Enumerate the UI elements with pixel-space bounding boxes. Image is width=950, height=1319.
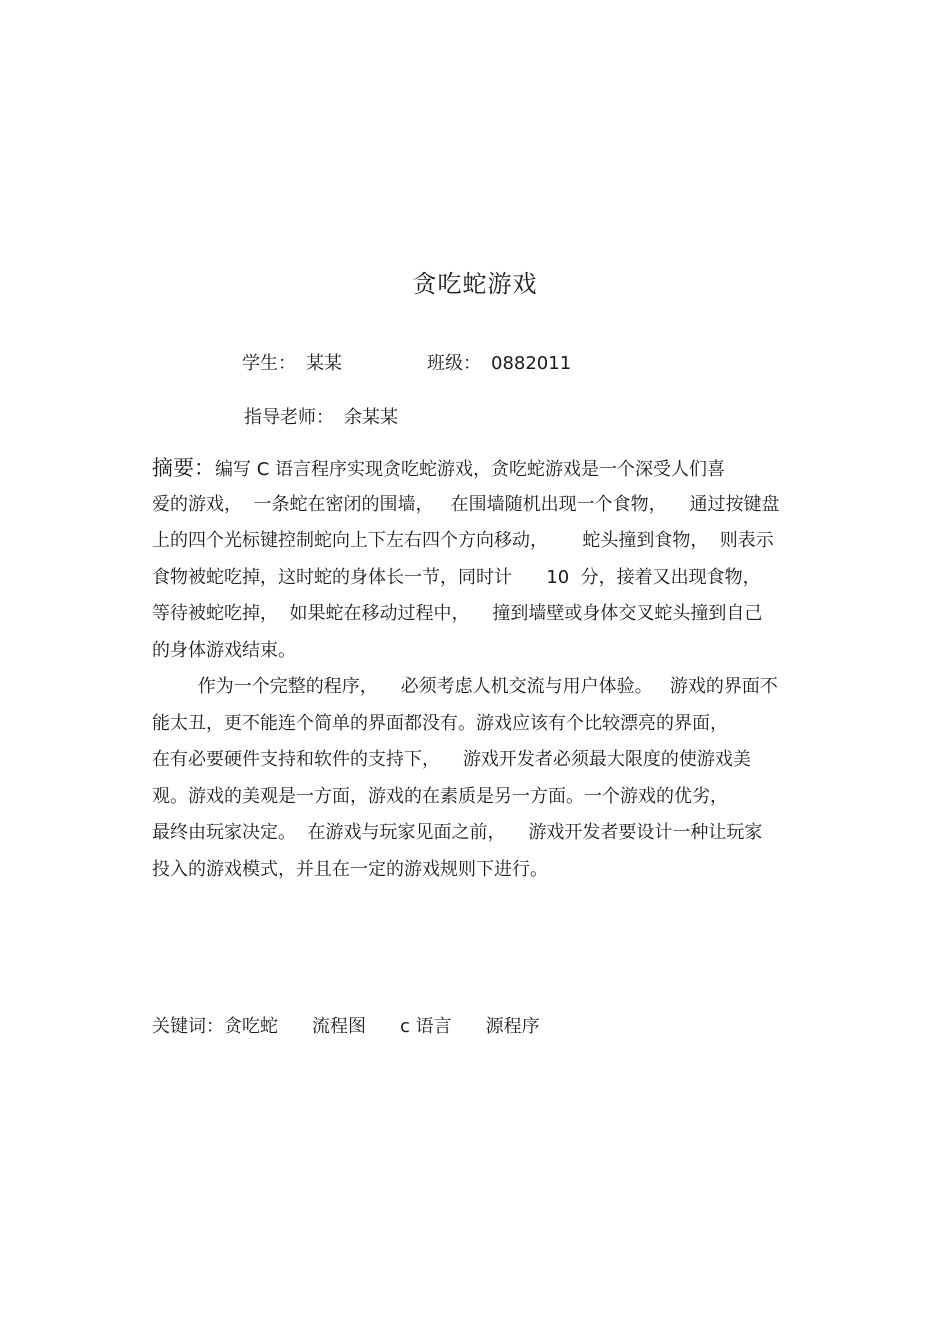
abstract-section [152, 450, 802, 888]
abstract-line: 作为一个完整的程序， 必须考虑人机交流与用户体验。 游戏的界面不 [152, 676, 778, 697]
keywords-label: 关键词： [152, 1016, 224, 1037]
advisor-label: 指导老师： [244, 407, 334, 428]
abstract-line: 上的四个光标键控制蛇向上下左右四个方向移动， 蛇头撞到食物， 则表示 [152, 530, 774, 551]
abstract-line: 的身体游戏结束。 [152, 639, 296, 661]
class-line [427, 351, 571, 377]
abstract-line: 观。游戏的美观是一方面，游戏的在素质是另一方面。一个游戏的优劣， [152, 785, 728, 807]
abstract-line: 爱的游戏， 一条蛇在密闭的围墙， 在围墙随机出现一个食物， 通过按键盘 [152, 493, 780, 515]
abstract-heading: 摘要： [152, 456, 215, 480]
abstract-line: 食物被蛇吃掉，这时蛇的身体长一节，同时计 10 分，接着又出现食物， [152, 566, 761, 588]
abstract-line: 等待被蛇吃掉， 如果蛇在移动过程中， 撞到墙壁或身体交叉蛇头撞到自己 [152, 603, 763, 624]
keyword: 贪吃蛇 [224, 1016, 278, 1037]
page-title: 贪吃蛇游戏 [412, 270, 538, 298]
keyword: c 语言 [400, 1016, 452, 1037]
class-label: 班级： [427, 353, 481, 374]
abstract-line: 在有必要硬件支持和软件的支持下， 游戏开发者必须最大限度的使游戏美 [152, 749, 751, 770]
keywords-line [152, 1013, 540, 1041]
abstract-line: 最终由玩家决定。 在游戏与玩家见面之前， 游戏开发者要设计一种让玩家 [152, 822, 763, 843]
advisor-name: 余某某 [344, 407, 398, 428]
class-number: 0882011 [491, 353, 572, 374]
abstract-line: 投入的游戏模式，并且在一定的游戏规则下进行。 [152, 858, 548, 880]
keyword: 流程图 [312, 1016, 366, 1037]
advisor-line [244, 405, 398, 431]
abstract-text: 编写 C 语言程序实现贪吃蛇游戏，贪吃蛇游戏是一个深受人们喜 [215, 459, 726, 480]
keyword: 源程序 [485, 1016, 540, 1037]
student-name: 某某 [306, 353, 342, 374]
student-label: 学生： [242, 353, 296, 374]
abstract-line [152, 450, 802, 487]
abstract-line: 能太丑，更不能连个简单的界面都没有。游戏应该有个比较漂亮的界面， [152, 712, 728, 734]
student-line [242, 351, 342, 377]
